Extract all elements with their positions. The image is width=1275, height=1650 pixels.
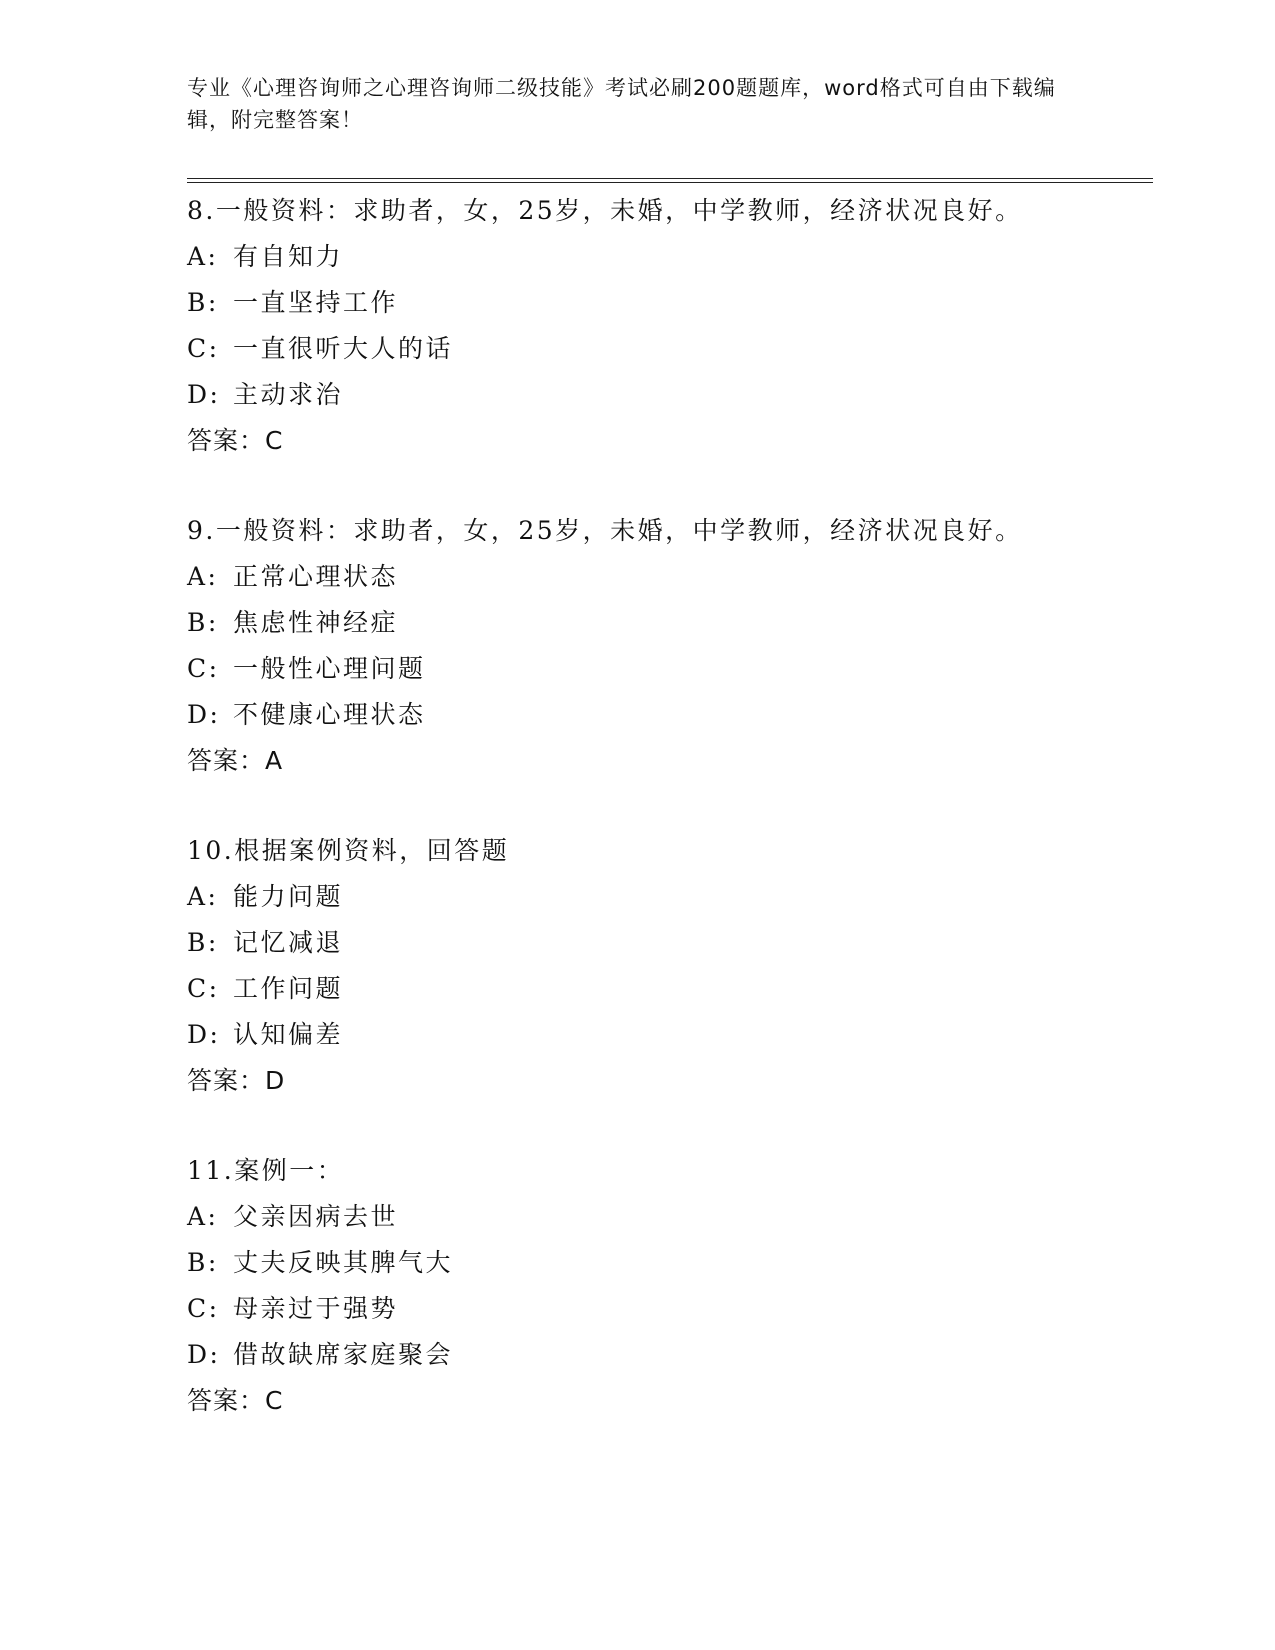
question-stem: 10.根据案例资料，回答题 [187, 836, 510, 865]
option-d [187, 372, 1153, 418]
option-text: 一直很听大人的话 [233, 334, 454, 363]
option-letter: B: [187, 928, 219, 957]
option-c [187, 646, 1153, 692]
option-text: 一般性心理问题 [233, 654, 426, 683]
option-b [187, 280, 1153, 326]
option-text: 认知偏差 [233, 1020, 344, 1049]
option-letter: A: [187, 562, 219, 591]
option-text: 能力问题 [233, 882, 344, 911]
option-letter: C: [187, 1294, 220, 1323]
option-text: 不健康心理状态 [233, 700, 426, 729]
option-text: 主动求治 [233, 380, 344, 409]
question-stem: 8.一般资料：求助者，女，25岁，未婚，中学教师，经济状况良好。 [187, 196, 1023, 225]
option-letter: A: [187, 242, 219, 271]
option-text: 正常心理状态 [233, 562, 399, 591]
option-c [187, 326, 1153, 372]
option-text: 有自知力 [233, 242, 344, 271]
option-a [187, 874, 1153, 920]
option-letter: C: [187, 334, 220, 363]
option-d [187, 1332, 1153, 1378]
option-text: 工作问题 [233, 974, 344, 1003]
option-b [187, 1240, 1153, 1286]
answer-line: 答案：A [187, 746, 284, 775]
option-text: 焦虑性神经症 [233, 608, 399, 637]
option-letter: D: [187, 1020, 221, 1049]
question-list [187, 188, 1153, 1468]
option-text: 记忆减退 [233, 928, 344, 957]
header-text: 专业《心理咨询师之心理咨询师二级技能》考试必刷200题题库，word格式可自由下载编辑，附完整答案！ [187, 76, 1056, 132]
option-a [187, 234, 1153, 280]
option-letter: B: [187, 608, 219, 637]
option-letter: D: [187, 700, 221, 729]
option-b [187, 600, 1153, 646]
option-c [187, 1286, 1153, 1332]
answer-line: 答案：C [187, 1386, 284, 1415]
option-letter: A: [187, 1202, 219, 1231]
option-d [187, 1012, 1153, 1058]
option-b [187, 920, 1153, 966]
option-letter: A: [187, 882, 219, 911]
option-letter: B: [187, 288, 219, 317]
option-a [187, 554, 1153, 600]
option-letter: C: [187, 974, 220, 1003]
question-stem: 11.案例一： [187, 1156, 345, 1185]
option-letter: C: [187, 654, 220, 683]
option-text: 借故缺席家庭聚会 [233, 1340, 454, 1369]
option-text: 一直坚持工作 [233, 288, 399, 317]
option-letter: D: [187, 380, 221, 409]
question-stem: 9.一般资料：求助者，女，25岁，未婚，中学教师，经济状况良好。 [187, 516, 1023, 545]
option-text: 丈夫反映其脾气大 [233, 1248, 454, 1277]
option-letter: B: [187, 1248, 219, 1277]
document-header [187, 72, 1087, 136]
question-11 [187, 1148, 1153, 1424]
option-letter: D: [187, 1340, 221, 1369]
question-8 [187, 188, 1153, 464]
option-a [187, 1194, 1153, 1240]
option-d [187, 692, 1153, 738]
answer-line: 答案：D [187, 1066, 286, 1095]
option-text: 父亲因病去世 [233, 1202, 399, 1231]
option-c [187, 966, 1153, 1012]
question-10 [187, 828, 1153, 1104]
header-divider [187, 178, 1153, 183]
answer-line: 答案：C [187, 426, 284, 455]
question-9 [187, 508, 1153, 784]
option-text: 母亲过于强势 [233, 1294, 399, 1323]
